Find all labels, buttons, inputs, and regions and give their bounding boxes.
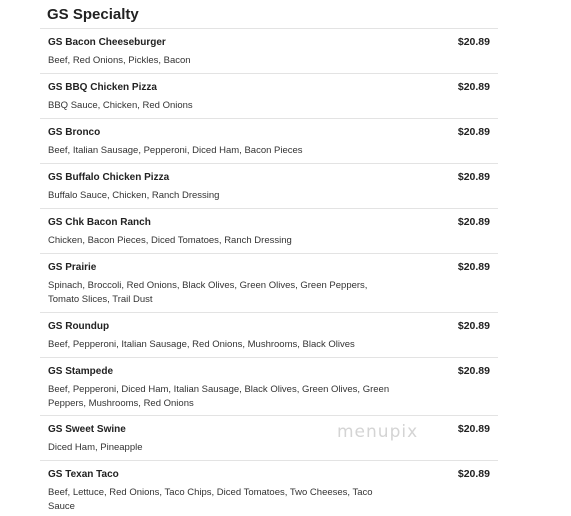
item-price: $20.89	[457, 36, 490, 48]
item-description: Spinach, Broccoli, Red Onions, Black Olives, Green Olives, Green Peppers, Tomato Slices, Trail Dust	[48, 280, 368, 305]
item-price: $20.89	[457, 261, 490, 273]
menu-item	[40, 163, 498, 208]
item-name: GS Texan Taco	[48, 469, 119, 480]
item-description: Beef, Pepperoni, Diced Ham, Italian Sausage, Black Olives, Green Olives, Green Peppers, Mushrooms, Red Onions	[48, 384, 390, 409]
item-price: $20.89	[457, 171, 490, 183]
item-name: GS Sweet Swine	[48, 424, 126, 435]
item-description: BBQ Sauce, Chicken, Red Onions	[48, 100, 193, 111]
menu-item	[40, 460, 498, 514]
item-price: $20.89	[457, 320, 490, 332]
menu-item	[40, 312, 498, 357]
menu-item	[40, 415, 498, 460]
item-description: Beef, Lettuce, Red Onions, Taco Chips, Diced Tomatoes, Two Cheeses, Taco Sauce	[48, 487, 373, 512]
menu-items-list	[40, 28, 498, 514]
item-description: Chicken, Bacon Pieces, Diced Tomatoes, Ranch Dressing	[48, 235, 292, 246]
section-title: GS Specialty	[47, 6, 139, 23]
item-name: GS Buffalo Chicken Pizza	[48, 172, 170, 183]
watermark-logo: menupix	[337, 422, 419, 442]
menu-item	[40, 253, 498, 312]
menu-item	[40, 73, 498, 118]
item-price: $20.89	[457, 126, 490, 138]
item-price: $20.89	[457, 423, 490, 435]
item-name: GS Bacon Cheeseburger	[48, 37, 166, 48]
item-price: $20.89	[457, 365, 490, 377]
item-name: GS Chk Bacon Ranch	[48, 217, 151, 228]
item-description: Buffalo Sauce, Chicken, Ranch Dressing	[48, 190, 220, 201]
item-description: Beef, Pepperoni, Italian Sausage, Red Onions, Mushrooms, Black Olives	[48, 339, 355, 350]
item-name: GS Roundup	[48, 321, 110, 332]
item-price: $20.89	[457, 81, 490, 93]
item-description: Beef, Italian Sausage, Pepperoni, Diced Ham, Bacon Pieces	[48, 145, 303, 156]
item-name: GS Bronco	[48, 127, 101, 138]
item-price: $20.89	[457, 468, 490, 480]
item-description: Beef, Red Onions, Pickles, Bacon	[48, 55, 191, 66]
menu-item	[40, 118, 498, 163]
item-name: GS Prairie	[48, 262, 97, 273]
item-name: GS BBQ Chicken Pizza	[48, 82, 157, 93]
item-price: $20.89	[457, 216, 490, 228]
menu-item	[40, 28, 498, 73]
item-description: Diced Ham, Pineapple	[48, 442, 143, 453]
menu-item	[40, 208, 498, 253]
menu-item	[40, 357, 498, 415]
item-name: GS Stampede	[48, 366, 114, 377]
